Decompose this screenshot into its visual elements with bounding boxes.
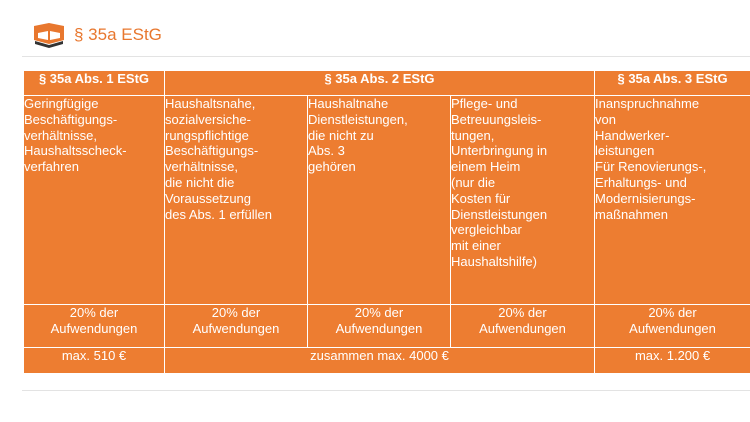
- max-row: [24, 348, 750, 374]
- description-cell: [595, 96, 750, 305]
- percent-cell: [165, 305, 308, 348]
- percent-cell: [308, 305, 451, 348]
- percent-cell: [451, 305, 595, 348]
- description-text: Haushaltsnahe, sozialversiche- rungspflichtige Beschäftigungs- verhältnisse, die nicht die Voraussetzung des Abs. 1 erfüllen: [165, 96, 272, 222]
- percent-cell: [24, 305, 165, 348]
- title-divider: [22, 56, 750, 57]
- description-cell: [451, 96, 595, 305]
- max-abs3: max. 1.200 €: [595, 348, 750, 374]
- percent-text: 20% der Aufwendungen: [192, 305, 280, 336]
- percent-row: [24, 305, 750, 348]
- description-row: [24, 96, 750, 305]
- heading-abs2: § 35a Abs. 2 EStG: [165, 71, 595, 96]
- description-text: Inanspruchnahme von Handwerker- leistungen Für Renovierungs-, Erhaltungs- und Modernisierungs- maßnahmen: [595, 96, 707, 222]
- description-text: Haushaltnahe Dienstleistungen, die nicht zu Abs. 3 gehören: [308, 96, 408, 175]
- description-cell: [24, 96, 165, 305]
- description-text: Pflege- und Betreuungsleis- tungen, Unterbringung in einem Heim (nur die Kosten für Dienstleistungen vergleichbar mit einer Haushaltshilfe): [451, 96, 548, 269]
- table-header-row: [24, 71, 750, 96]
- description-cell: [308, 96, 451, 305]
- max-abs1: max. 510 €: [24, 348, 165, 374]
- percent-text: 20% der Aufwendungen: [335, 305, 423, 336]
- percent-text: 20% der Aufwendungen: [50, 305, 138, 336]
- description-text: Geringfügige Beschäftigungs- verhältnisse, Haushaltsscheck- verfahren: [24, 96, 127, 175]
- percent-text: 20% der Aufwendungen: [629, 305, 716, 336]
- comparison-table: [23, 70, 750, 374]
- percent-text: 20% der Aufwendungen: [479, 305, 566, 336]
- page-title: § 35a EStG: [74, 25, 162, 44]
- max-abs2: zusammen max. 4000 €: [165, 348, 595, 374]
- book-logo-icon: [32, 20, 66, 50]
- description-cell: [165, 96, 308, 305]
- heading-abs3: § 35a Abs. 3 EStG: [595, 71, 750, 96]
- heading-abs1: § 35a Abs. 1 EStG: [24, 71, 165, 96]
- footer-divider: [22, 390, 750, 391]
- percent-cell: [595, 305, 750, 348]
